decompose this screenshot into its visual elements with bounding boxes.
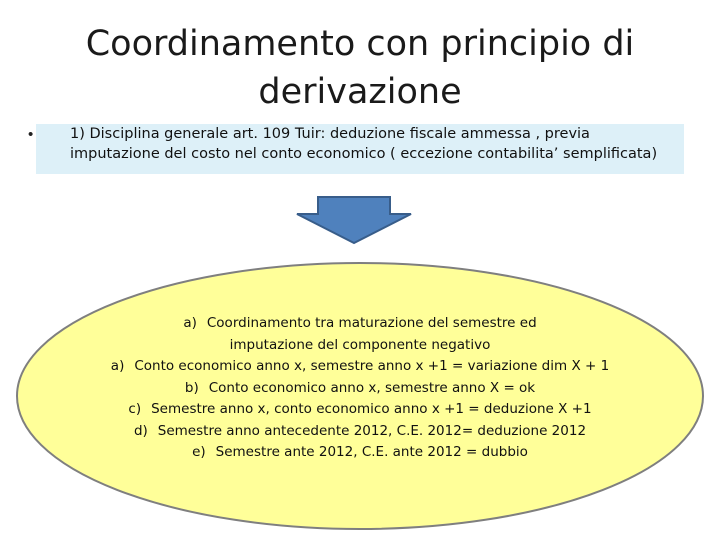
down-arrow-icon — [294, 196, 414, 246]
bullet-text — [70, 124, 680, 164]
ellipse-item — [60, 378, 660, 400]
ellipse-item — [60, 313, 660, 335]
ellipse-item-text: imputazione del componente negativo — [229, 336, 491, 353]
ellipse-item-label: d) — [133, 422, 148, 439]
ellipse-item — [60, 421, 660, 443]
ellipse-item-text: Semestre anno x, conto economico anno x +1 = deduzione X +1 — [151, 401, 592, 417]
ellipse-item-label: a) — [110, 358, 125, 374]
ellipse-item-text: Coordinamento tra maturazione del semestre ed — [206, 315, 537, 331]
ellipse-item-label: b) — [184, 379, 199, 396]
bullet-text-line-1: 1) Disciplina generale art. 109 Tuir: deduzione fiscale ammessa , previa — [70, 126, 590, 142]
ellipse-item-text: Conto economico anno x, semestre anno X = ok — [208, 379, 536, 396]
ellipse-list — [60, 313, 660, 464]
ellipse-item-text: Conto economico anno x, semestre anno x +1 = variazione dim X + 1 — [134, 358, 610, 374]
ellipse-item-label: c) — [128, 401, 142, 417]
ellipse-item — [60, 399, 660, 421]
ellipse-item-label: e) — [192, 444, 206, 460]
bullet-text-line-2: imputazione del costo nel conto economico ( eccezione contabilita’ semplificata) — [70, 146, 658, 162]
slide-title-line-1: Coordinamento con principio di — [85, 24, 635, 64]
bullet-marker: • — [28, 126, 34, 143]
ellipse-item — [60, 442, 660, 464]
ellipse-item — [60, 335, 660, 357]
ellipse-item-text: Semestre ante 2012, C.E. ante 2012 = dubbio — [215, 444, 528, 460]
ellipse-item-text: Semestre anno antecedente 2012, C.E. 2012= deduzione 2012 — [157, 422, 587, 439]
slide-title — [60, 20, 660, 116]
ellipse-item-label: a) — [183, 315, 197, 331]
slide-title-line-2: derivazione — [258, 72, 462, 112]
ellipse-item — [60, 356, 660, 378]
